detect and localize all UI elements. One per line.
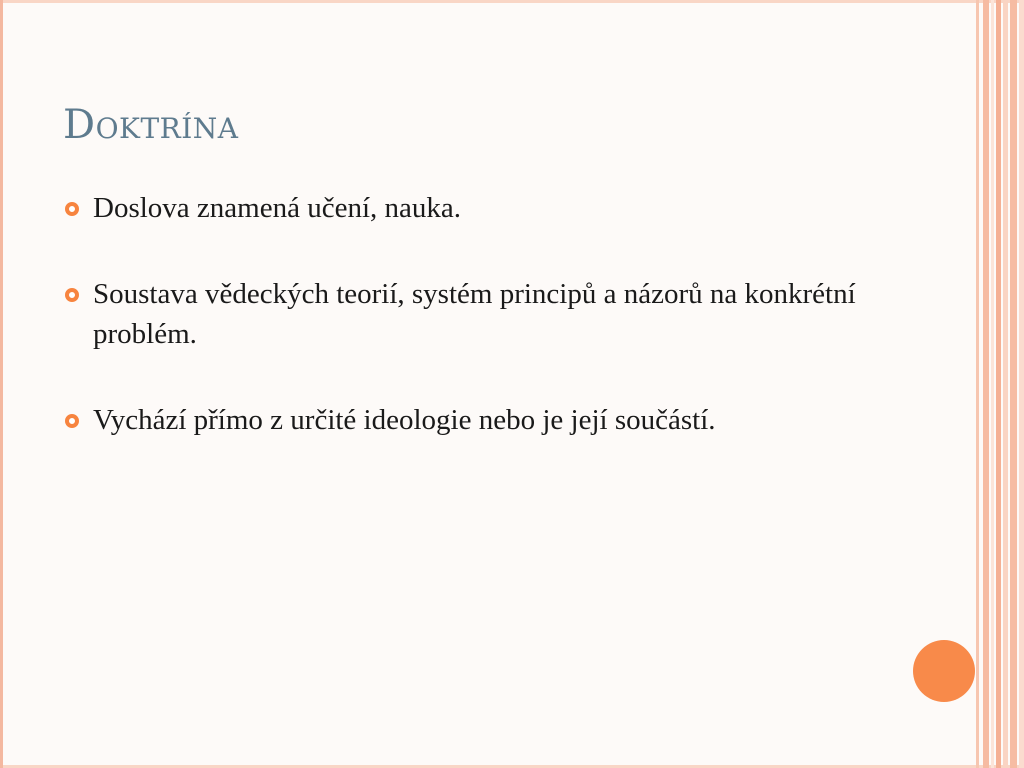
accent-circle-icon [913,640,975,702]
bullet-ring-icon [65,202,79,216]
frame-left-border [0,0,3,768]
bullet-list [65,188,945,486]
bullet-item [65,188,945,228]
decorative-stripe [1003,0,1008,768]
bullet-ring-icon [65,288,79,302]
decorative-stripe [983,0,989,768]
decorative-stripe [991,0,994,768]
decorative-stripe [976,0,979,768]
frame-top-border [0,0,1024,3]
bullet-text: Doslova znamená učení, nauka. [93,192,461,224]
bullet-item [65,274,945,354]
decorative-stripe [1019,0,1024,768]
bullet-text: Soustava vědeckých teorií, systém principů a názorů na konkrétní problém. [93,278,856,350]
decorative-stripe [1010,0,1017,768]
decorative-stripe [996,0,1001,768]
bullet-item [65,400,945,440]
bullet-ring-icon [65,414,79,428]
bullet-text: Vychází přímo z určité ideologie nebo je její součástí. [93,404,716,436]
slide-title: Doktrína [63,102,239,148]
